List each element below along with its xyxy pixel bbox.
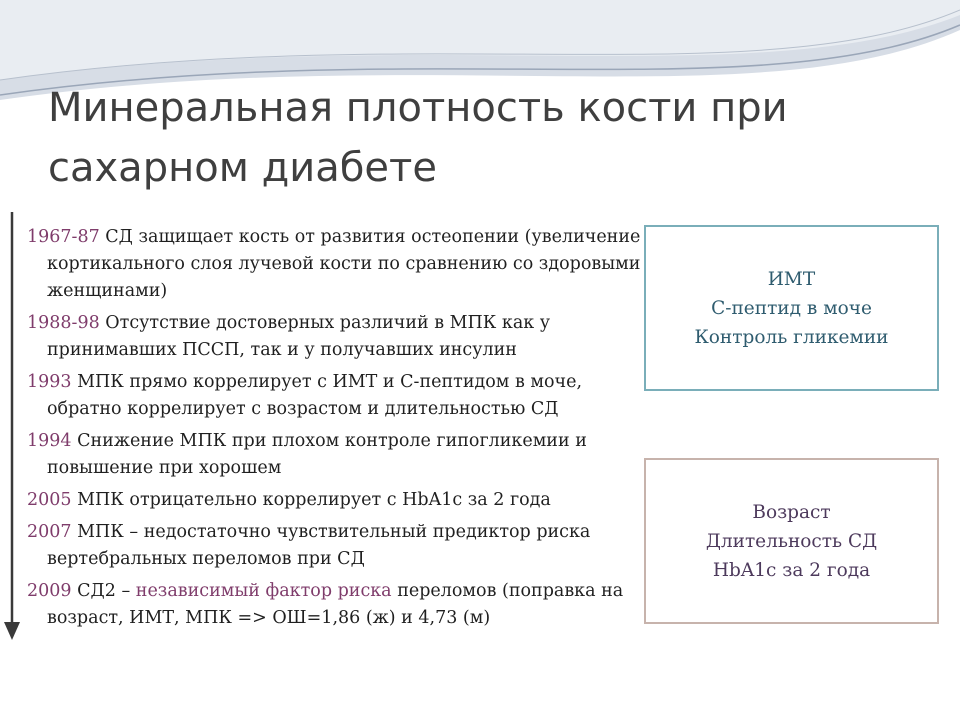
- box-item: Контроль гликемии: [694, 326, 889, 348]
- timeline-entry: [27, 487, 649, 514]
- box-item: HbA1c за 2 года: [712, 559, 871, 581]
- entry-year: 2005: [27, 490, 72, 510]
- timeline-entry: [27, 369, 649, 423]
- timeline-entry: [27, 224, 649, 305]
- box-item: С-пептид в моче: [711, 297, 872, 319]
- entry-text: МПК прямо коррелирует с ИМТ и С-пептидом в моче, обратно коррелирует с возрастом и длительностью СД: [47, 372, 583, 419]
- entry-year: 1988-98: [27, 313, 100, 333]
- entry-year: 2009: [27, 581, 72, 601]
- entry-year: 2007: [27, 522, 72, 542]
- entry-text: МПК отрицательно коррелирует с HbA1c за 2 года: [77, 490, 551, 510]
- entry-text-after: переломов (поправка на возраст, ИМТ, МПК => ОШ=1,86 (ж) и 4,73 (м): [47, 581, 624, 628]
- title-line-2: сахарном диабете: [48, 145, 437, 191]
- title-line-1: Минеральная плотность кости при: [48, 85, 788, 131]
- down-arrow-icon: [0, 212, 24, 642]
- timeline-entry: [27, 310, 649, 364]
- entry-text-before: СД2 –: [77, 581, 131, 601]
- negative-factors-box: [644, 458, 939, 624]
- entry-highlight: независимый фактор риска: [135, 581, 392, 601]
- timeline-entry: [27, 428, 649, 482]
- entry-year: 1994: [27, 431, 72, 451]
- entry-text: СД защищает кость от развития остеопении (увеличение кортикального слоя лучевой кости по сравнению со здоровыми женщинами): [47, 227, 641, 301]
- box-item: Возраст: [752, 501, 831, 523]
- timeline-content: [27, 224, 649, 637]
- entry-year: 1993: [27, 372, 72, 392]
- entry-text: МПК – недостаточно чувствительный предиктор риска вертебральных переломов при СД: [47, 522, 591, 569]
- entry-text: Отсутствие достоверных различий в МПК как у принимавших ПССП, так и у получавших инсулин: [47, 313, 551, 360]
- positive-factors-box: [644, 225, 939, 391]
- box-item: Длительность СД: [705, 530, 878, 552]
- entry-text: Снижение МПК при плохом контроле гипогликемии и повышение при хорошем: [47, 431, 587, 478]
- box-item: ИМТ: [767, 268, 816, 290]
- timeline-entry: [27, 519, 649, 573]
- entry-year: 1967-87: [27, 227, 100, 247]
- timeline-entry: [27, 578, 649, 632]
- slide-title: [48, 78, 908, 198]
